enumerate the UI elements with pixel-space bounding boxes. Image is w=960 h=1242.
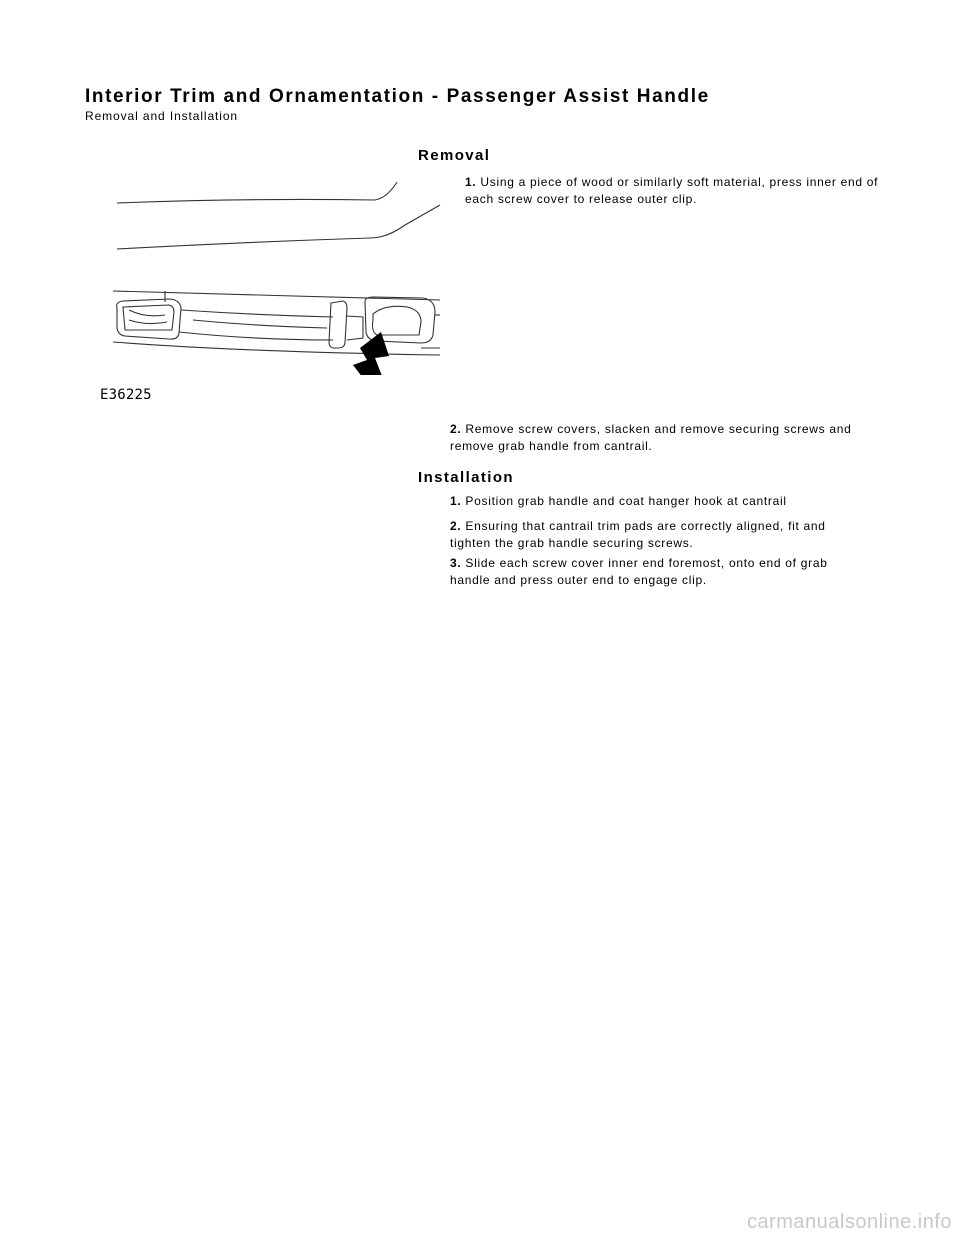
watermark: carmanualsonline.info xyxy=(746,1211,952,1233)
step-number: 2. xyxy=(450,519,462,533)
step-number: 1. xyxy=(465,175,477,189)
installation-step-2 xyxy=(450,518,860,552)
step-number: 3. xyxy=(450,556,462,570)
step-text: Ensuring that cantrail trim pads are correctly aligned, fit and tighten the grab handle securing screws. xyxy=(450,519,826,550)
installation-step-3 xyxy=(450,555,860,589)
page-title: Interior Trim and Ornamentation - Passenger Assist Handle xyxy=(85,86,710,107)
step-text: Using a piece of wood or similarly soft material, press inner end of each screw cover to release outer clip. xyxy=(465,175,879,206)
grab-handle-illustration xyxy=(95,170,445,375)
installation-step-1 xyxy=(450,493,860,510)
figure-label: E36225 xyxy=(100,387,152,403)
removal-step-2 xyxy=(450,421,860,455)
removal-heading: Removal xyxy=(418,147,491,164)
step-number: 1. xyxy=(450,494,462,508)
removal-step-1 xyxy=(448,174,885,208)
page-subtitle: Removal and Installation xyxy=(85,109,239,123)
step-number: 2. xyxy=(450,422,462,436)
step-text: Slide each screw cover inner end foremost, onto end of grab handle and press outer end to engage clip. xyxy=(450,556,828,587)
step-text: Remove screw covers, slacken and remove securing screws and remove grab handle from cantrail. xyxy=(450,422,852,453)
step-text: Position grab handle and coat hanger hook at cantrail xyxy=(465,494,787,508)
installation-heading: Installation xyxy=(418,469,514,486)
